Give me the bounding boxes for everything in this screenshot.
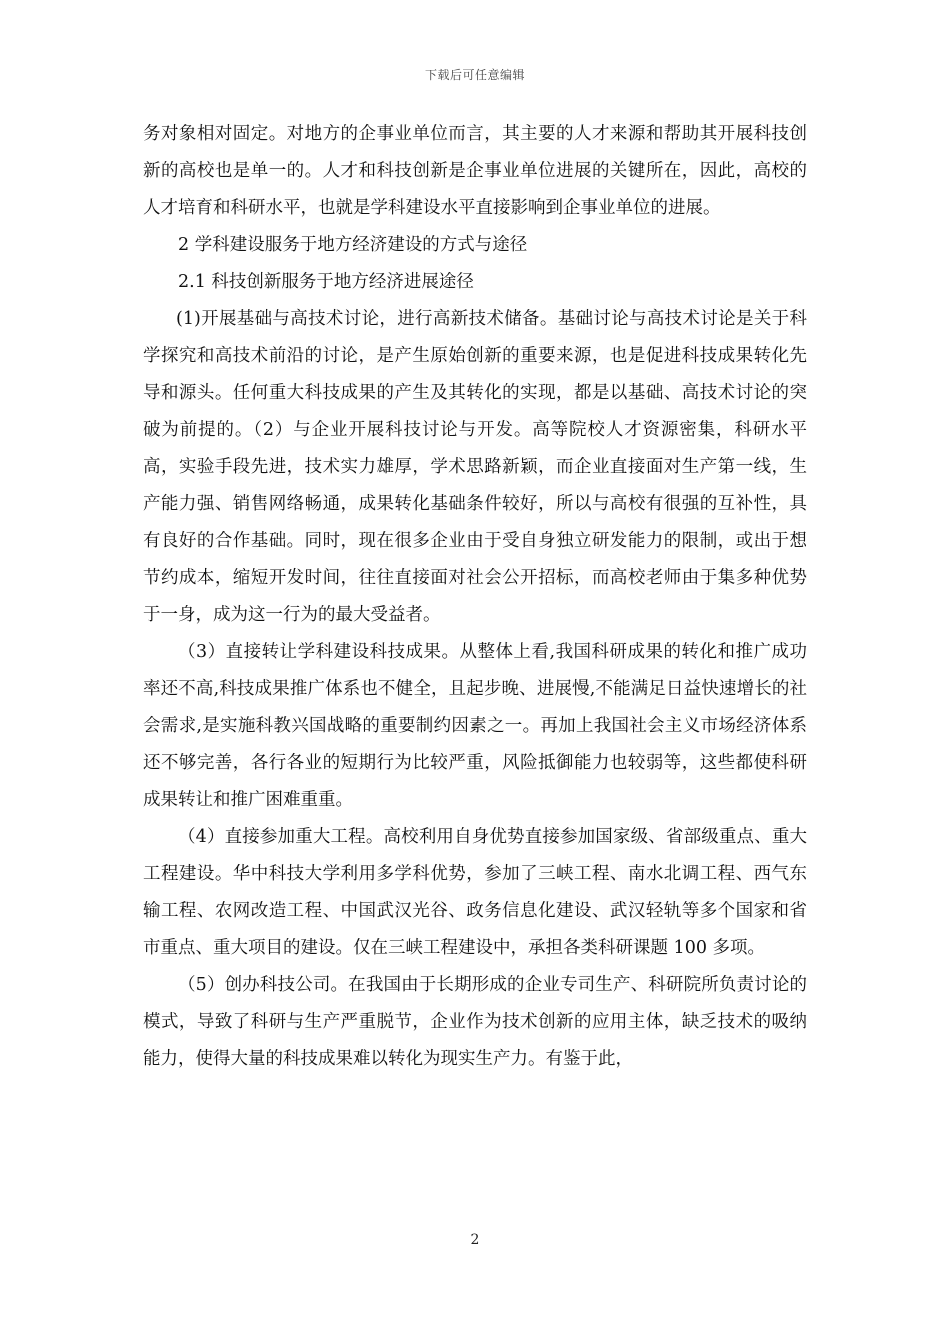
page-header: 下载后可任意编辑 [424, 68, 525, 82]
section-heading: 2 学科建设服务于地方经济建设的方式与途径 [178, 235, 528, 255]
paragraph-item-3: （3）直接转让学科建设科技成果。从整体上看,我国科研成果的转化和推广成功率还不高,科技成果推广体系也不健全，且起步晚、进展慢,不能满足日益快速增长的社会需求,是实施科教兴国战略的重要制约因素之一。再加上我国社会主义市场经济体系还不够完善，各行各业的短期行为比较严重，风险抵御能力也较弱等，这些都使科研成果转让和推广困难重重。 [143, 642, 807, 810]
page-number: 2 [470, 1232, 480, 1248]
paragraph-item-5: （5）创办科技公司。在我国由于长期形成的企业专司生产、科研院所负责讨论的模式，导致了科研与生产严重脱节，企业作为技术创新的应用主体，缺乏技术的吸纳能力，使得大量的科技成果难以转化为现实生产力。有鉴于此， [143, 975, 807, 1069]
document-body [143, 116, 807, 1078]
subsection-heading: 2.1 科技创新服务于地方经济进展途径 [178, 272, 474, 292]
paragraph-continuation: 务对象相对固定。对地方的企事业单位而言，其主要的人才来源和帮助其开展科技创新的高校也是单一的。人才和科技创新是企事业单位进展的关键所在，因此，高校的人才培育和科研水平，也就是学科建设水平直接影响到企事业单位的进展。 [143, 124, 807, 218]
paragraph-item-1-2: (1)开展基础与高技术讨论，进行高新技术储备。基础讨论与高技术讨论是关于科学探究和高技术前沿的讨论，是产生原始创新的重要来源，也是促进科技成果转化先导和源头。任何重大科技成果的产生及其转化的实现，都是以基础、高技术讨论的突破为前提的。（2）与企业开展科技讨论与开发。高等院校人才资源密集，科研水平高，实验手段先进，技术实力雄厚，学术思路新颖，而企业直接面对生产第一线，生产能力强、销售网络畅通，成果转化基础条件较好，所以与高校有很强的互补性，具有良好的合作基础。同时，现在很多企业由于受自身独立研发能力的限制，或出于想节约成本，缩短开发时间，往往直接面对社会公开招标，而高校老师由于集多种优势于一身，成为这一行为的最大受益者。 [143, 309, 807, 625]
paragraph-item-4: （4）直接参加重大工程。高校利用自身优势直接参加国家级、省部级重点、重大工程建设。华中科技大学利用多学科优势，参加了三峡工程、南水北调工程、西气东输工程、农网改造工程、中国武汉光谷、政务信息化建设、武汉轻轨等多个国家和省市重点、重大项目的建设。仅在三峡工程建设中，承担各类科研课题 100 多项。 [143, 827, 807, 958]
